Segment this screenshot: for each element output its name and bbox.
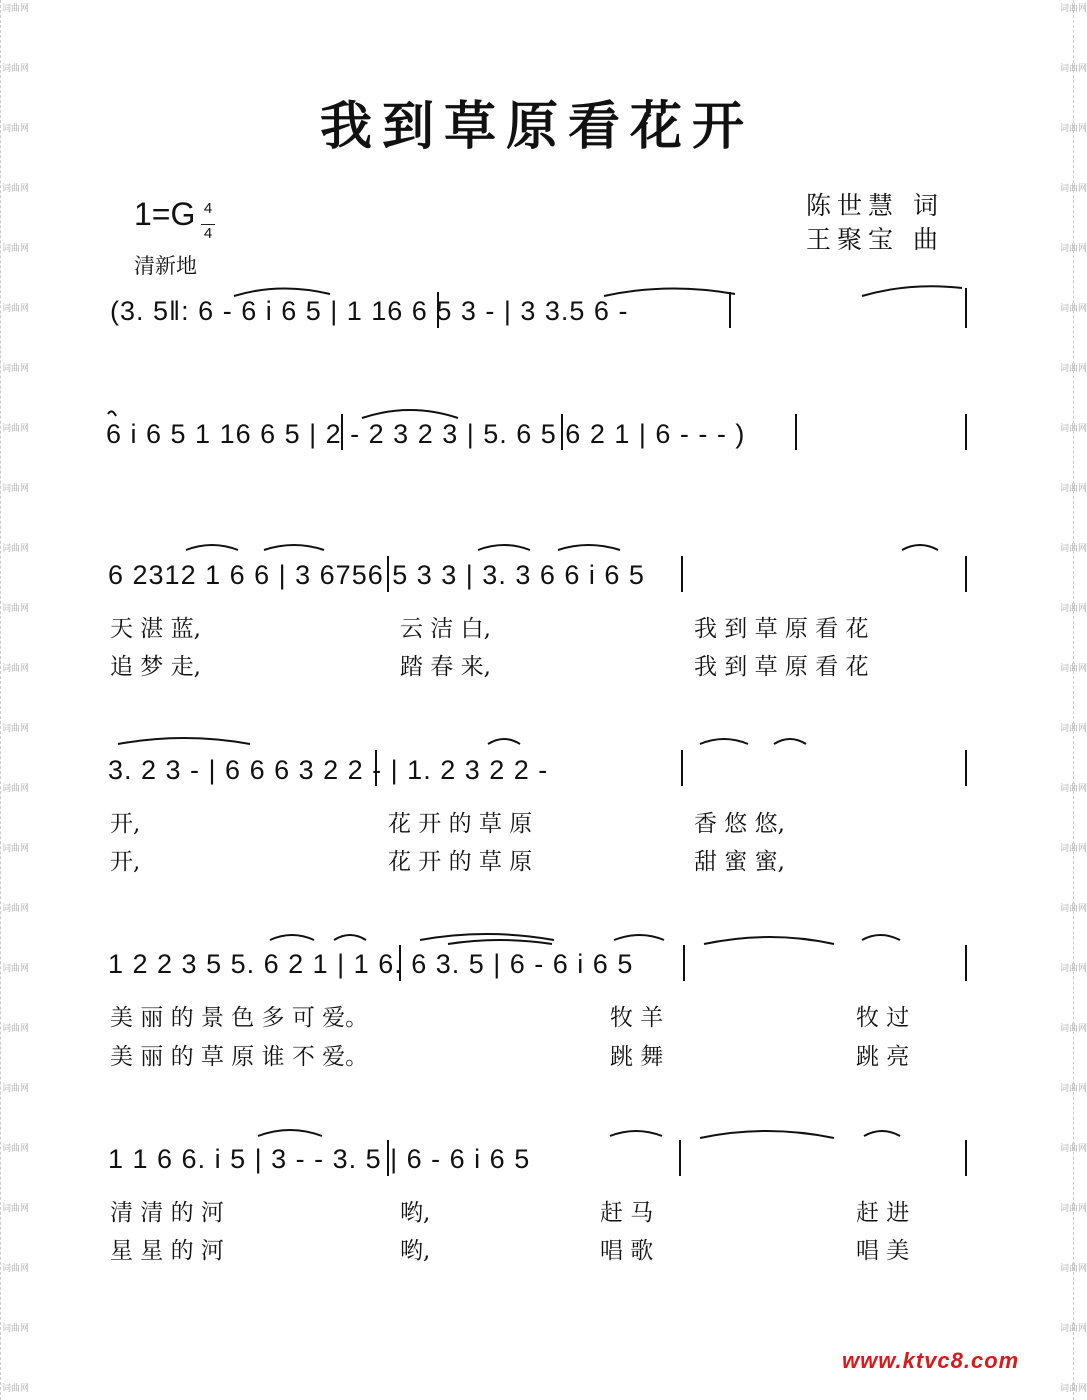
- lyric-line: 星 星 的 河: [110, 1238, 224, 1264]
- watermark-text: 词曲网: [2, 724, 30, 734]
- watermark-text: 词曲网: [1060, 64, 1087, 74]
- watermark-text: 词曲网: [2, 784, 30, 794]
- watermark-text: 词曲网: [1060, 244, 1087, 254]
- watermark-text: 词曲网: [1060, 1204, 1087, 1214]
- watermark-text: 词曲网: [2, 964, 30, 974]
- music-line-2: 6 i 6 5 1 16 6 5 | 2 - 2 3 2 3 | 5. 6 5 6 2 1 | 6 - - - ): [106, 419, 746, 449]
- watermark-text: 词曲网: [1060, 1264, 1087, 1274]
- watermark-text: 词曲网: [1060, 4, 1087, 14]
- watermark-text: 词曲网: [2, 604, 30, 614]
- watermark-text: 词曲网: [1060, 184, 1087, 194]
- watermark-text: 词曲网: [2, 184, 30, 194]
- lyric-line: 赶 马: [600, 1200, 654, 1226]
- lyric-line: 追 梦 走,: [110, 654, 201, 680]
- lyric-line: 哟,: [400, 1238, 431, 1264]
- watermark-text: 词曲网: [2, 484, 30, 494]
- lyric-line: 香 悠 悠,: [694, 811, 785, 837]
- song-title: 我到草原看花开: [319, 96, 754, 157]
- site-url: www.ktvc8.com: [842, 1348, 1020, 1373]
- watermark-text: 词曲网: [1060, 124, 1087, 134]
- composer-credit: 王聚宝 曲: [806, 225, 944, 254]
- watermark-text: 词曲网: [2, 1264, 30, 1274]
- watermark-text: 词曲网: [1060, 784, 1087, 794]
- watermark-text: 词曲网: [1060, 1084, 1087, 1094]
- watermark-text: 词曲网: [2, 424, 30, 434]
- watermark-text: 词曲网: [2, 1144, 30, 1154]
- watermark-text: 词曲网: [1060, 724, 1087, 734]
- watermark-text: 词曲网: [2, 1084, 30, 1094]
- lyric-line: 唱 歌: [600, 1238, 654, 1264]
- watermark-text: 词曲网: [2, 64, 30, 74]
- watermark-text: 词曲网: [1060, 1024, 1087, 1034]
- tempo-marking: 清新地: [134, 254, 197, 278]
- watermark-text: 词曲网: [2, 244, 30, 254]
- watermark-text: 词曲网: [1060, 304, 1087, 314]
- time-signature-bottom: 4: [201, 224, 215, 242]
- watermark-text: 词曲网: [2, 1384, 30, 1394]
- lyric-line: 我 到 草 原 看 花: [694, 616, 869, 642]
- lyric-line: 跳 亮: [856, 1044, 910, 1070]
- watermark-text: 词曲网: [1060, 1324, 1087, 1334]
- watermark-text: 词曲网: [2, 124, 30, 134]
- lyric-line: 牧 过: [856, 1005, 910, 1031]
- watermark-text: 词曲网: [1060, 1384, 1087, 1394]
- lyric-line: 甜 蜜 蜜,: [694, 849, 785, 875]
- music-line-6: 1 1 6 6. i 5 | 3 - - 3. 5 | 6 - 6 i 6 5: [108, 1144, 531, 1174]
- watermark-text: 词曲网: [1060, 364, 1087, 374]
- watermark-text: 词曲网: [2, 4, 30, 14]
- watermark-text: 词曲网: [1060, 904, 1087, 914]
- lyric-line: 踏 春 来,: [400, 654, 491, 680]
- music-line-3: 6 2312 1 6 6 | 3 6756 5 3 3 | 3. 3 6 6 i 6 5: [108, 560, 645, 590]
- lyric-line: 我 到 草 原 看 花: [694, 654, 869, 680]
- lyric-line: 花 开 的 草 原: [388, 811, 533, 837]
- watermark-text: 词曲网: [1060, 844, 1087, 854]
- lyric-line: 云 洁 白,: [400, 616, 491, 642]
- lyric-line: 花 开 的 草 原: [388, 849, 533, 875]
- watermark-text: 词曲网: [1060, 484, 1087, 494]
- watermark-text: 词曲网: [2, 1024, 30, 1034]
- lyricist-credit: 陈世慧 词: [806, 191, 944, 220]
- music-line-4: 3. 2 3 - | 6 6 6 3 2 2 - | 1. 2 3 2 2 -: [108, 755, 549, 785]
- watermark-text: 词曲网: [2, 904, 30, 914]
- lyric-line: 哟,: [400, 1200, 431, 1226]
- watermark-text: 词曲网: [2, 664, 30, 674]
- watermark-text: 词曲网: [1060, 544, 1087, 554]
- watermark-text: 词曲网: [1060, 604, 1087, 614]
- lyric-line: 美 丽 的 景 色 多 可 爱。: [110, 1005, 369, 1031]
- lyric-line: 清 清 的 河: [110, 1200, 224, 1226]
- watermark-text: 词曲网: [2, 1324, 30, 1334]
- key-signature: 1=G: [134, 196, 196, 232]
- lyric-line: 开,: [110, 811, 141, 837]
- watermark-text: 词曲网: [1060, 1144, 1087, 1154]
- watermark-text: 词曲网: [2, 544, 30, 554]
- lyric-line: 赶 进: [856, 1200, 910, 1226]
- watermark-text: 词曲网: [2, 844, 30, 854]
- lyric-line: 牧 羊: [610, 1005, 664, 1031]
- music-line-5: 1 2 2 3 5 5. 6 2 1 | 1 6. 6 3. 5 | 6 - 6 i 6 5: [108, 949, 634, 979]
- lyric-line: 天 湛 蓝,: [110, 616, 201, 642]
- watermark-text: 词曲网: [1060, 964, 1087, 974]
- time-signature-top: 4: [203, 200, 213, 217]
- watermark-text: 词曲网: [1060, 424, 1087, 434]
- watermark-text: 词曲网: [2, 304, 30, 314]
- lyric-line: 跳 舞: [610, 1044, 664, 1070]
- music-line-1: (3. 5‖: 6 - 6 i 6 5 | 1 16 6 5 3 - | 3 3.5 6 -: [110, 296, 629, 326]
- watermark-text: 词曲网: [1060, 664, 1087, 674]
- watermark-text: 词曲网: [2, 1204, 30, 1214]
- lyric-line: 美 丽 的 草 原 谁 不 爱。: [110, 1044, 369, 1070]
- lyric-line: 唱 美: [856, 1238, 910, 1264]
- lyric-line: 开,: [110, 849, 141, 875]
- watermark-text: 词曲网: [2, 364, 30, 374]
